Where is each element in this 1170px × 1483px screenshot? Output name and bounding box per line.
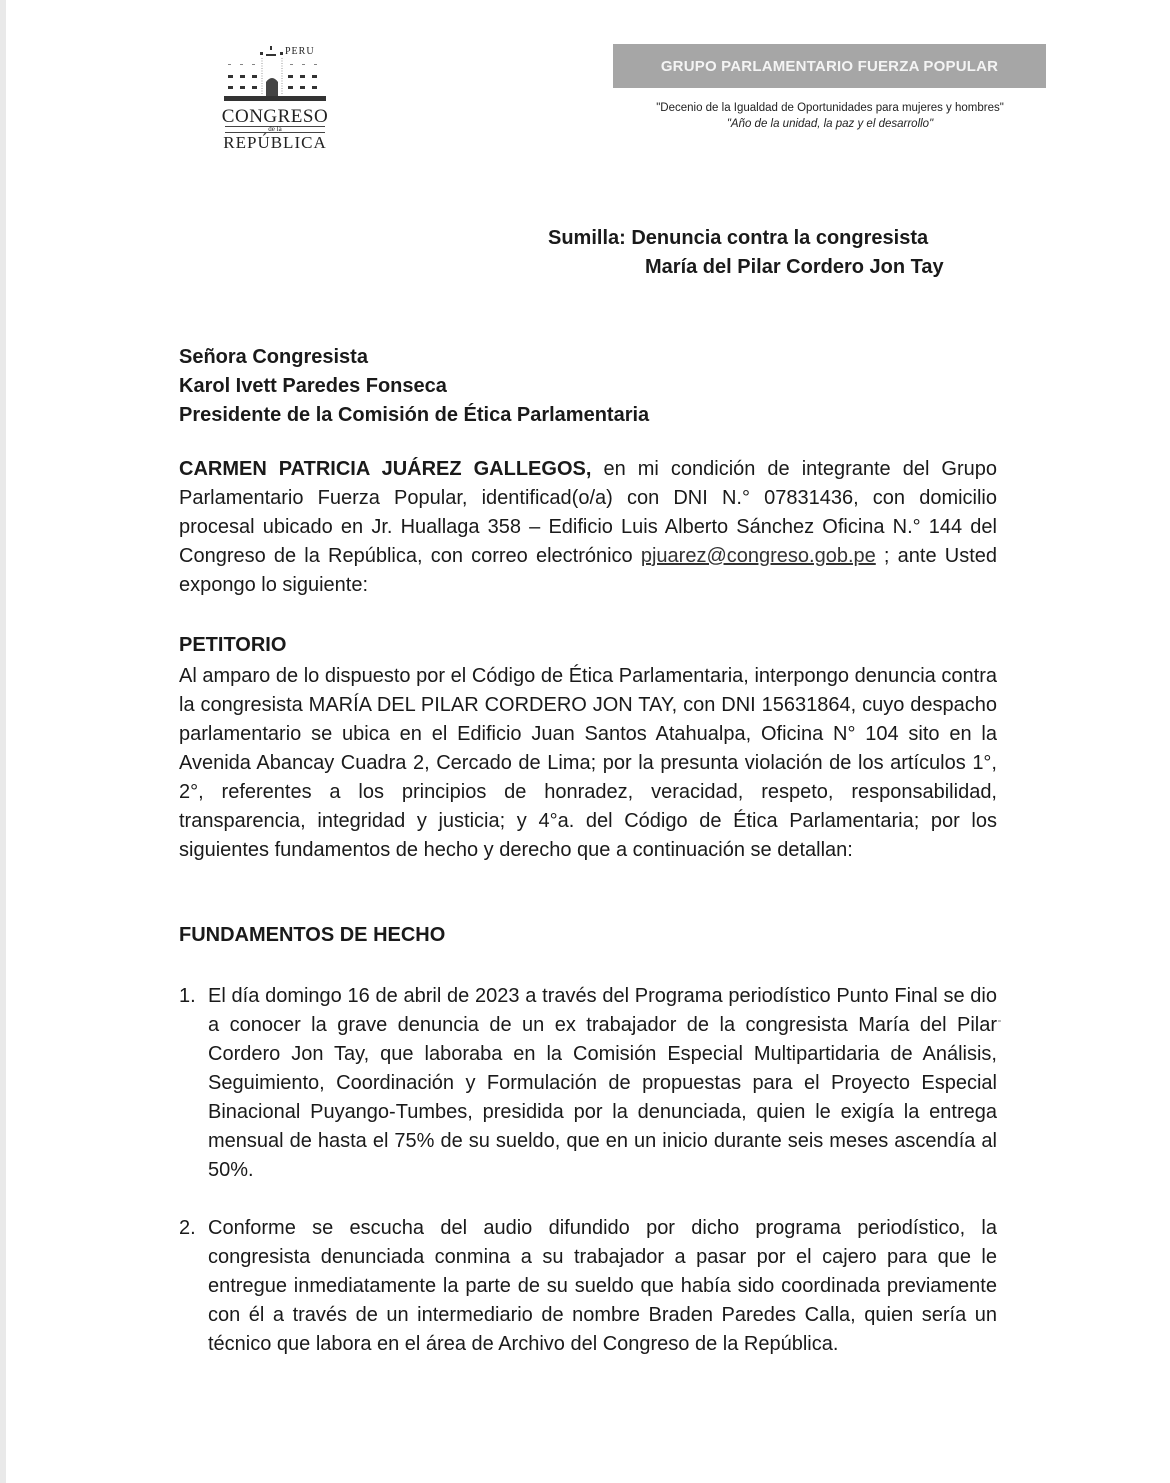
intro-paragraph: [179, 455, 997, 600]
sumilla-line-2: María del Pilar Cordero Jon Tay: [645, 256, 944, 278]
congreso-logo: [215, 44, 335, 153]
list-item: [179, 982, 997, 1185]
fundamentos-heading: FUNDAMENTOS DE HECHO: [179, 924, 446, 946]
addressee-block: [179, 343, 649, 430]
list-item-number: 2.: [179, 1217, 196, 1239]
sumilla: [548, 224, 944, 282]
logo-country: PERU: [285, 46, 315, 57]
list-item-text: Conforme se escucha del audio difundido por dicho programa periodístico, la congresista denunciada conmina a su trabajador a pasar por el cajero para que le entregue inmediatamente la parte de su sueldo que había sido coordinada previamente con él a través de un intermediario de nombre Braden Paredes Calla, quien sería un técnico que labora en el área de Archivo del Congreso de la República.: [208, 1217, 997, 1355]
intro-text: en mi condición de integrante del Grupo Parlamentario Fuerza Popular, identificad(o/a) con DNI N.° 07831436, con domicilio procesal ubicado en Jr. Huallaga 358 – Edificio Luis Alberto Sánchez Oficina N.° 144 del Congreso de la República, con correo electrónico: [179, 458, 998, 567]
motto-decade: "Decenio de la Igualdad de Oportunidades para mujeres y hombres": [656, 102, 1004, 114]
list-item: [179, 1214, 997, 1359]
petitorio-paragraph: Al amparo de lo dispuesto por el Código de Ética Parlamentaria, interpongo denuncia contra la congresista MARÍA DEL PILAR CORDERO JON TAY, con DNI 15631864, cuyo despacho parlamentario se ubica en el Edificio Juan Santos Atahualpa, Oficina N° 104 sito en la Avenida Abancay Cuadra 2, Cercado de Lima; por la presunta violación de los artículos 1°, 2°, referentes a los principios de honradez, veracidad, respeto, responsabilidad, transparencia, integridad y justicia; y 4°a. del Código de Ética Parlamentaria; por los siguientes fundamentos de hecho y derecho que a continuación se detallan:: [179, 665, 997, 861]
party-banner: GRUPO PARLAMENTARIO FUERZA POPULAR: [613, 44, 1046, 88]
addressee-position: Presidente de la Comisión de Ética Parlamentaria: [179, 404, 650, 426]
petitorio-heading: PETITORIO: [179, 634, 287, 656]
addressee-name: Karol Ivett Paredes Fonseca: [179, 375, 447, 397]
logo-line-2: de la: [225, 126, 325, 133]
intro-tail: ; ante Usted expongo lo siguiente:: [179, 545, 997, 596]
sumilla-line-1: Sumilla: Denuncia contra la congresista: [548, 227, 929, 249]
complainant-name: CARMEN PATRICIA JUÁREZ GALLEGOS,: [179, 458, 592, 480]
page-edge: [0, 0, 6, 1483]
list-item-number: 1.: [179, 985, 196, 1007]
addressee-title: Señora Congresista: [179, 346, 368, 368]
logo-line-3: REPÚBLICA: [223, 133, 327, 152]
list-item-text: El día domingo 16 de abril de 2023 a través del Programa periodístico Punto Final se dio a conocer la grave denuncia de un ex trabajador de la congresista María del Pilar Cordero Jon Tay, que laboraba en la Comisión Especial Multipartidaria de Análisis, Seguimiento, Coordinación y Formulación de propuestas para el Proyecto Especial Binacional Puyango-Tumbes, presidida por la denunciada, quien le exigía la entrega mensual de hasta el 75% de su sueldo, que en un inicio durante seis meses ascendía al 50%.: [208, 985, 997, 1181]
motto-year: "Año de la unidad, la paz y el desarrollo": [726, 118, 934, 130]
email-link[interactable]: pjuarez@congreso.gob.pe: [640, 545, 876, 567]
logo-line-1: CONGRESO: [221, 106, 329, 127]
scan-artifact: [998, 1020, 1001, 1022]
